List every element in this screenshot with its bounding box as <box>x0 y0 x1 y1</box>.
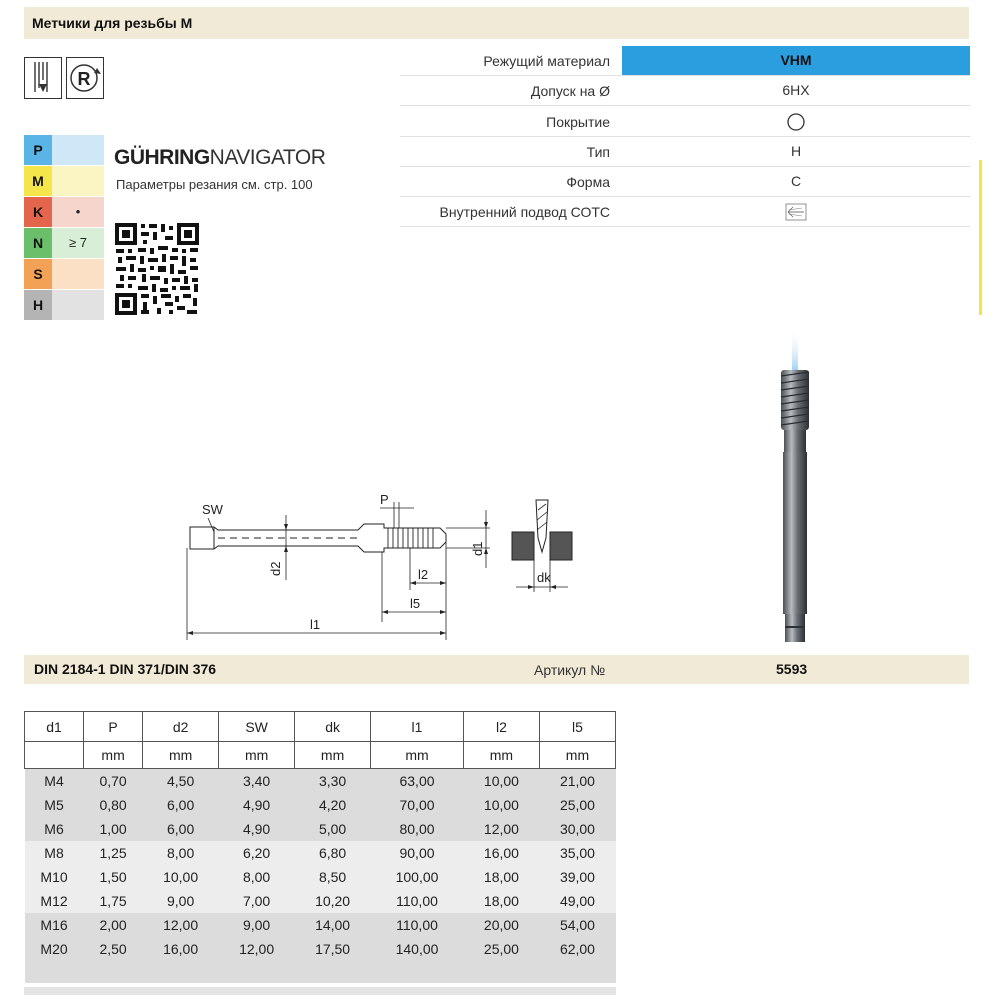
unit-cell: mm <box>84 742 143 769</box>
spec-row-material <box>400 46 970 76</box>
table-cell: 9,00 <box>143 889 219 913</box>
label-d2: d2 <box>268 561 283 576</box>
table-cell: 1,00 <box>84 817 143 841</box>
table-cell: 63,00 <box>371 769 464 793</box>
table-cell: 110,00 <box>371 889 464 913</box>
tap-product-image <box>770 328 820 646</box>
spec-value: 6HX <box>782 82 810 98</box>
table-cell: 12,00 <box>143 913 219 937</box>
table-cell: 4,50 <box>143 769 219 793</box>
article-number: 5593 <box>776 661 808 677</box>
tap-dimension-drawing <box>180 490 590 650</box>
standards-bar <box>24 655 969 684</box>
material-letter: N <box>24 228 52 258</box>
page-title: Метчики для резьбы М <box>32 15 193 31</box>
table-row-spacer <box>25 961 616 983</box>
spec-row-form <box>400 167 970 197</box>
table-cell: 10,00 <box>463 793 539 817</box>
material-letter: K <box>24 197 52 227</box>
material-value: ≥ 7 <box>52 228 104 258</box>
table-row <box>25 841 616 865</box>
right-hand-thread-icon <box>66 57 104 99</box>
table-units-row <box>25 742 616 769</box>
table-row <box>25 817 616 841</box>
spec-row-type <box>400 137 970 167</box>
table-cell: M20 <box>25 937 84 961</box>
table-cell: M16 <box>25 913 84 937</box>
shank-tap-icon <box>24 57 62 99</box>
spec-row-coating <box>400 107 970 137</box>
table-cell: 4,90 <box>219 793 295 817</box>
column-header: d2 <box>143 712 219 742</box>
table-cell: 6,80 <box>295 841 371 865</box>
table-cell: 80,00 <box>371 817 464 841</box>
table-cell: 5,00 <box>295 817 371 841</box>
table-cell: 25,00 <box>539 793 615 817</box>
material-value <box>52 259 104 289</box>
material-letter: M <box>24 166 52 196</box>
label-l2: l2 <box>418 567 429 582</box>
unit-cell: mm <box>295 742 371 769</box>
spec-label: Режущий материал <box>483 53 610 69</box>
standards-text: DIN 2184-1 DIN 371/DIN 376 <box>34 661 217 677</box>
column-header: SW <box>219 712 295 742</box>
material-value <box>52 290 104 320</box>
material-group-table <box>24 135 104 321</box>
table-cell: 10,20 <box>295 889 371 913</box>
table-cell: 0,70 <box>84 769 143 793</box>
column-header: dk <box>295 712 371 742</box>
table-row <box>25 937 616 961</box>
table-cell: 14,00 <box>295 913 371 937</box>
table-cell: 1,50 <box>84 865 143 889</box>
table-cell: 4,90 <box>219 817 295 841</box>
material-letter: P <box>24 135 52 165</box>
label-l1: l1 <box>310 617 321 632</box>
qr-code[interactable] <box>114 222 200 316</box>
table-cell: 3,30 <box>295 769 371 793</box>
table-cell: 17,50 <box>295 937 371 961</box>
table-cell: 39,00 <box>539 865 615 889</box>
table-cell: 10,00 <box>143 865 219 889</box>
table-cell: 54,00 <box>539 913 615 937</box>
table-cell: 20,00 <box>463 913 539 937</box>
spec-row-coolant <box>400 197 970 227</box>
spec-value: C <box>790 173 802 189</box>
table-cell: M12 <box>25 889 84 913</box>
spec-row-tolerance <box>400 76 970 106</box>
column-header: l2 <box>463 712 539 742</box>
spec-label: Покрытие <box>546 114 610 130</box>
material-row-m <box>24 166 104 196</box>
table-cell: 4,20 <box>295 793 371 817</box>
table-cell: 7,00 <box>219 889 295 913</box>
circle-icon <box>786 112 806 132</box>
table-cell: 3,40 <box>219 769 295 793</box>
table-cell: M5 <box>25 793 84 817</box>
unit-cell: mm <box>219 742 295 769</box>
table-cell: 6,00 <box>143 793 219 817</box>
spec-label: Форма <box>566 174 610 190</box>
table-cell: 70,00 <box>371 793 464 817</box>
table-row <box>25 769 616 793</box>
material-letter: H <box>24 290 52 320</box>
table-cell: 140,00 <box>371 937 464 961</box>
material-row-n <box>24 228 104 258</box>
unit-cell: mm <box>371 742 464 769</box>
unit-cell: mm <box>143 742 219 769</box>
material-row-h <box>24 290 104 320</box>
table-cell: 25,00 <box>463 937 539 961</box>
table-row <box>25 889 616 913</box>
table-cell: 16,00 <box>143 937 219 961</box>
table-cell: 62,00 <box>539 937 615 961</box>
material-row-s <box>24 259 104 289</box>
spec-label: Внутренний подвод СОТС <box>439 204 610 220</box>
table-row <box>25 865 616 889</box>
coolant-icon <box>785 203 807 221</box>
column-header: d1 <box>25 712 84 742</box>
table-cell: M8 <box>25 841 84 865</box>
table-cell: 100,00 <box>371 865 464 889</box>
material-value <box>52 135 104 165</box>
table-cell: 30,00 <box>539 817 615 841</box>
cutting-params-note: Параметры резания см. стр. 100 <box>116 177 313 192</box>
table-row <box>25 913 616 937</box>
material-value: • <box>52 197 104 227</box>
material-row-p <box>24 135 104 165</box>
material-row-k <box>24 197 104 227</box>
table-cell: 2,00 <box>84 913 143 937</box>
table-cell: 90,00 <box>371 841 464 865</box>
spec-value: H <box>790 143 802 159</box>
table-cell: 12,00 <box>219 937 295 961</box>
table-header-row <box>25 712 616 742</box>
table-cell: M6 <box>25 817 84 841</box>
table-cell: 110,00 <box>371 913 464 937</box>
bottom-bar <box>24 987 616 995</box>
table-cell: 18,00 <box>463 889 539 913</box>
table-cell: 35,00 <box>539 841 615 865</box>
label-d1: d1 <box>470 541 485 556</box>
dimensions-table <box>24 711 616 983</box>
brand-bold: GÜHRING <box>114 146 210 169</box>
unit-cell: mm <box>539 742 615 769</box>
brand-light: NAVIGATOR <box>209 146 326 169</box>
table-cell: M10 <box>25 865 84 889</box>
table-cell: 6,20 <box>219 841 295 865</box>
table-cell: 8,00 <box>219 865 295 889</box>
brand-logo <box>114 146 325 170</box>
spec-value: VHM <box>622 46 970 75</box>
table-cell: 2,50 <box>84 937 143 961</box>
table-cell: 16,00 <box>463 841 539 865</box>
column-header: l1 <box>371 712 464 742</box>
label-dk: dk <box>537 570 551 585</box>
header-bar <box>24 7 969 39</box>
table-cell: M4 <box>25 769 84 793</box>
table-cell: 0,80 <box>84 793 143 817</box>
label-sw: SW <box>202 502 223 517</box>
material-value <box>52 166 104 196</box>
table-cell: 21,00 <box>539 769 615 793</box>
spec-value <box>622 197 970 226</box>
spec-value <box>622 107 970 136</box>
table-cell: 1,75 <box>84 889 143 913</box>
table-cell: 18,00 <box>463 865 539 889</box>
column-header: P <box>84 712 143 742</box>
table-cell: 8,00 <box>143 841 219 865</box>
accent-line <box>979 160 982 315</box>
thread-r-glyph: R <box>77 69 91 89</box>
table-row <box>25 793 616 817</box>
article-label: Артикул № <box>534 662 606 678</box>
table-cell: 8,50 <box>295 865 371 889</box>
table-cell: 6,00 <box>143 817 219 841</box>
spec-label: Допуск на Ø <box>530 83 610 99</box>
table-cell: 10,00 <box>463 769 539 793</box>
table-cell: 12,00 <box>463 817 539 841</box>
table-cell: 9,00 <box>219 913 295 937</box>
table-cell: 1,25 <box>84 841 143 865</box>
unit-cell <box>25 742 84 769</box>
spec-label: Тип <box>586 144 610 160</box>
material-letter: S <box>24 259 52 289</box>
unit-cell: mm <box>463 742 539 769</box>
table-cell: 49,00 <box>539 889 615 913</box>
label-p: P <box>380 492 389 507</box>
column-header: l5 <box>539 712 615 742</box>
label-l5: l5 <box>410 596 421 611</box>
